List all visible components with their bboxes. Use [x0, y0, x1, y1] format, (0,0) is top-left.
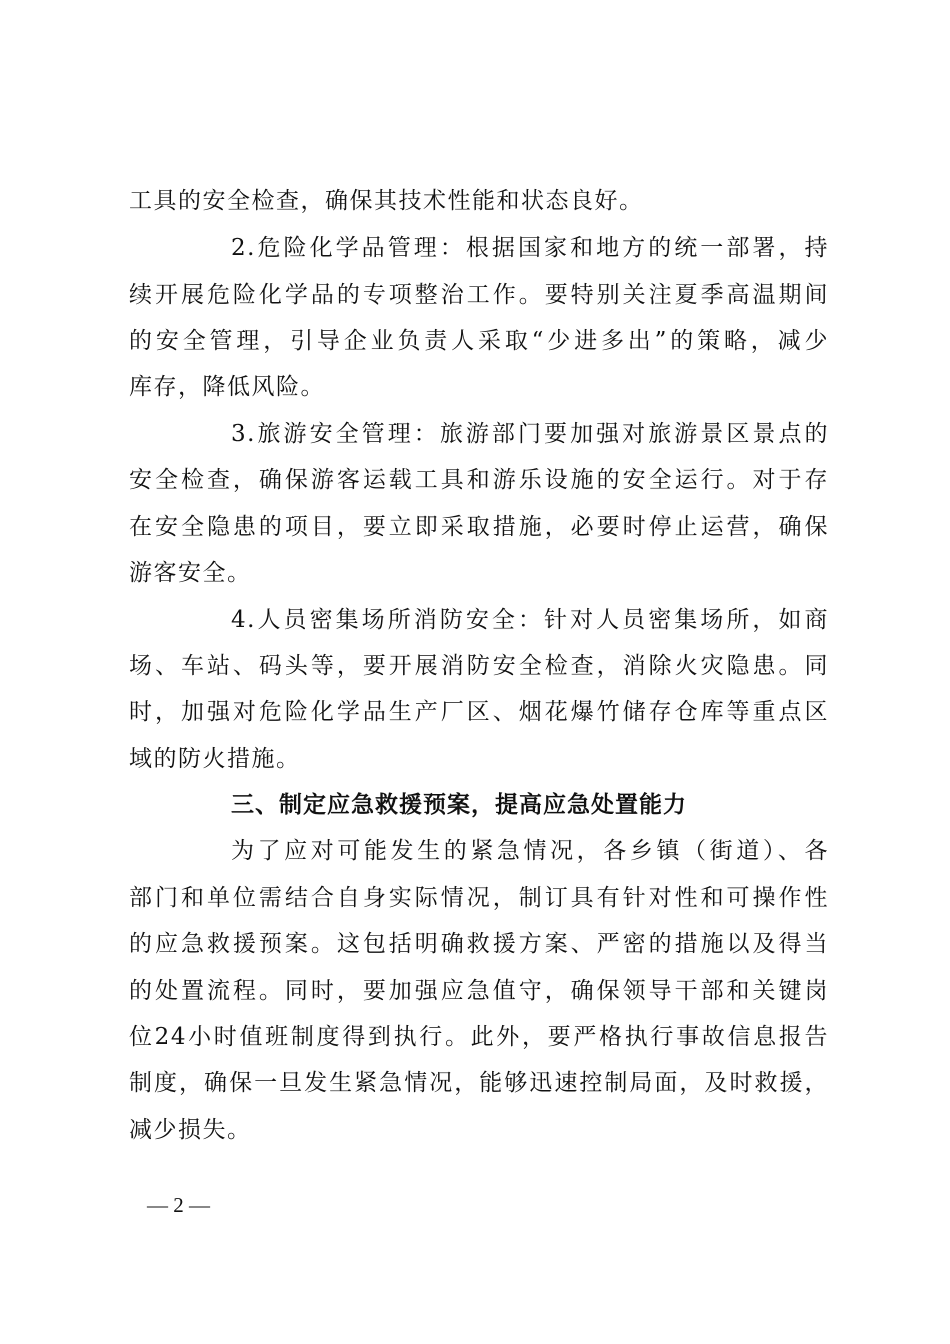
- paragraph-line: 安全检查，确保游客运载工具和游乐设施的安全运行。对于存: [129, 467, 829, 493]
- paragraph-line: 工具的安全检查，确保其技术性能和状态良好。: [129, 188, 644, 214]
- paragraph-line: 减少损失。: [129, 1117, 252, 1143]
- paragraph-line: 的安全管理，引导企业负责人采取“少进多出”的策略，减少: [129, 328, 829, 354]
- paragraph-line: 在安全隐患的项目，要立即采取措施，必要时停止运营，确保: [129, 514, 829, 540]
- paragraph-line: 部门和单位需结合自身实际情况，制订具有针对性和可操作性: [129, 885, 829, 911]
- paragraph-line: 的处置流程。同时，要加强应急值守，确保领导干部和关键岗: [129, 978, 829, 1004]
- paragraph-line: 位24小时值班制度得到执行。此外，要严格执行事故信息报告: [129, 1024, 829, 1050]
- paragraph-line: 游客安全。: [129, 560, 252, 586]
- paragraph-line: 域的防火措施。: [129, 746, 301, 772]
- page-number: — 2 —: [147, 1193, 210, 1217]
- paragraph-line: 续开展危险化学品的专项整治工作。要特别关注夏季高温期间: [129, 282, 829, 308]
- paragraph-line: 库存，降低风险。: [129, 374, 325, 400]
- paragraph-line: 场、车站、码头等，要开展消防安全检查，消除火灾隐患。同: [129, 653, 829, 679]
- paragraph-line: 3.旅游安全管理：旅游部门要加强对旅游景区景点的: [231, 421, 829, 447]
- paragraph-line: 时，加强对危险化学品生产厂区、烟花爆竹储存仓库等重点区: [129, 699, 829, 725]
- paragraph-line: 4.人员密集场所消防安全：针对人员密集场所，如商: [231, 607, 829, 633]
- paragraph-line: 制度，确保一旦发生紧急情况，能够迅速控制局面，及时救援，: [129, 1070, 829, 1096]
- paragraph-line: 的应急救援预案。这包括明确救援方案、严密的措施以及得当: [129, 931, 829, 957]
- section-heading: 三、制定应急救援预案，提高应急处置能力: [231, 792, 687, 818]
- paragraph-line: 2.危险化学品管理：根据国家和地方的统一部署，持: [231, 235, 829, 261]
- paragraph-line: 为了应对可能发生的紧急情况，各乡镇（街道）、各: [231, 838, 829, 864]
